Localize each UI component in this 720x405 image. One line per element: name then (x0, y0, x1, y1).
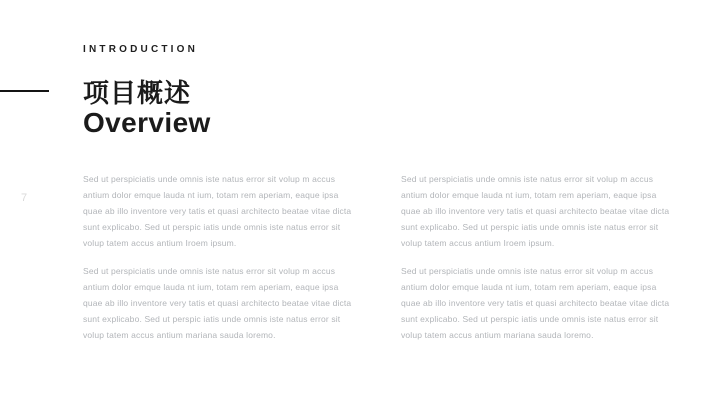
paragraph: Sed ut perspiciatis unde omnis iste natus error sit volup m accus antium dolor emque lauda nt ium, totam rem aperiam, eaque ipsa quae ab illo inventore very tatis et quasi architecto beatae vitae dicta sunt explicabo. Sed ut perspic iatis unde omnis iste natus error sit volup tatem accus antium mariana sauda loremo. (401, 266, 670, 340)
slide-title-english: Overview (83, 107, 211, 138)
text-column-right (401, 171, 672, 355)
paragraph: Sed ut perspiciatis unde omnis iste natus error sit volup m accus antium dolor emque lauda nt ium, totam rem aperiam, eaque ipsa quae ab illo inventore very tatis et quasi architecto beatae vitae dicta sunt explicabo. Sed ut perspic iatis unde omnis iste natus error sit volup tatem accus antium Iroem ipsum. (401, 174, 670, 248)
body-columns (83, 171, 673, 355)
paragraph: Sed ut perspiciatis unde omnis iste natus error sit volup m accus antium dolor emque lauda nt ium, totam rem aperiam, eaque ipsa quae ab illo inventore very tatis et quasi architecto beatae vitae dicta sunt explicabo. Sed ut perspic iatis unde omnis iste natus error sit volup tatem accus antium mariana sauda loremo. (83, 266, 352, 340)
slide-content (83, 44, 673, 355)
page-number: 7 (20, 192, 28, 204)
slide-title-chinese: 项目概述 (83, 78, 192, 108)
left-accent-rule (0, 90, 49, 92)
text-column-left (83, 171, 354, 355)
paragraph: Sed ut perspiciatis unde omnis iste natus error sit volup m accus antium dolor emque lauda nt ium, totam rem aperiam, eaque ipsa quae ab illo inventore very tatis et quasi architecto beatae vitae dicta sunt explicabo. Sed ut perspic iatis unde omnis iste natus error sit volup tatem accus antium Iroem ipsum. (83, 174, 352, 248)
section-label: INTRODUCTION (83, 44, 199, 55)
